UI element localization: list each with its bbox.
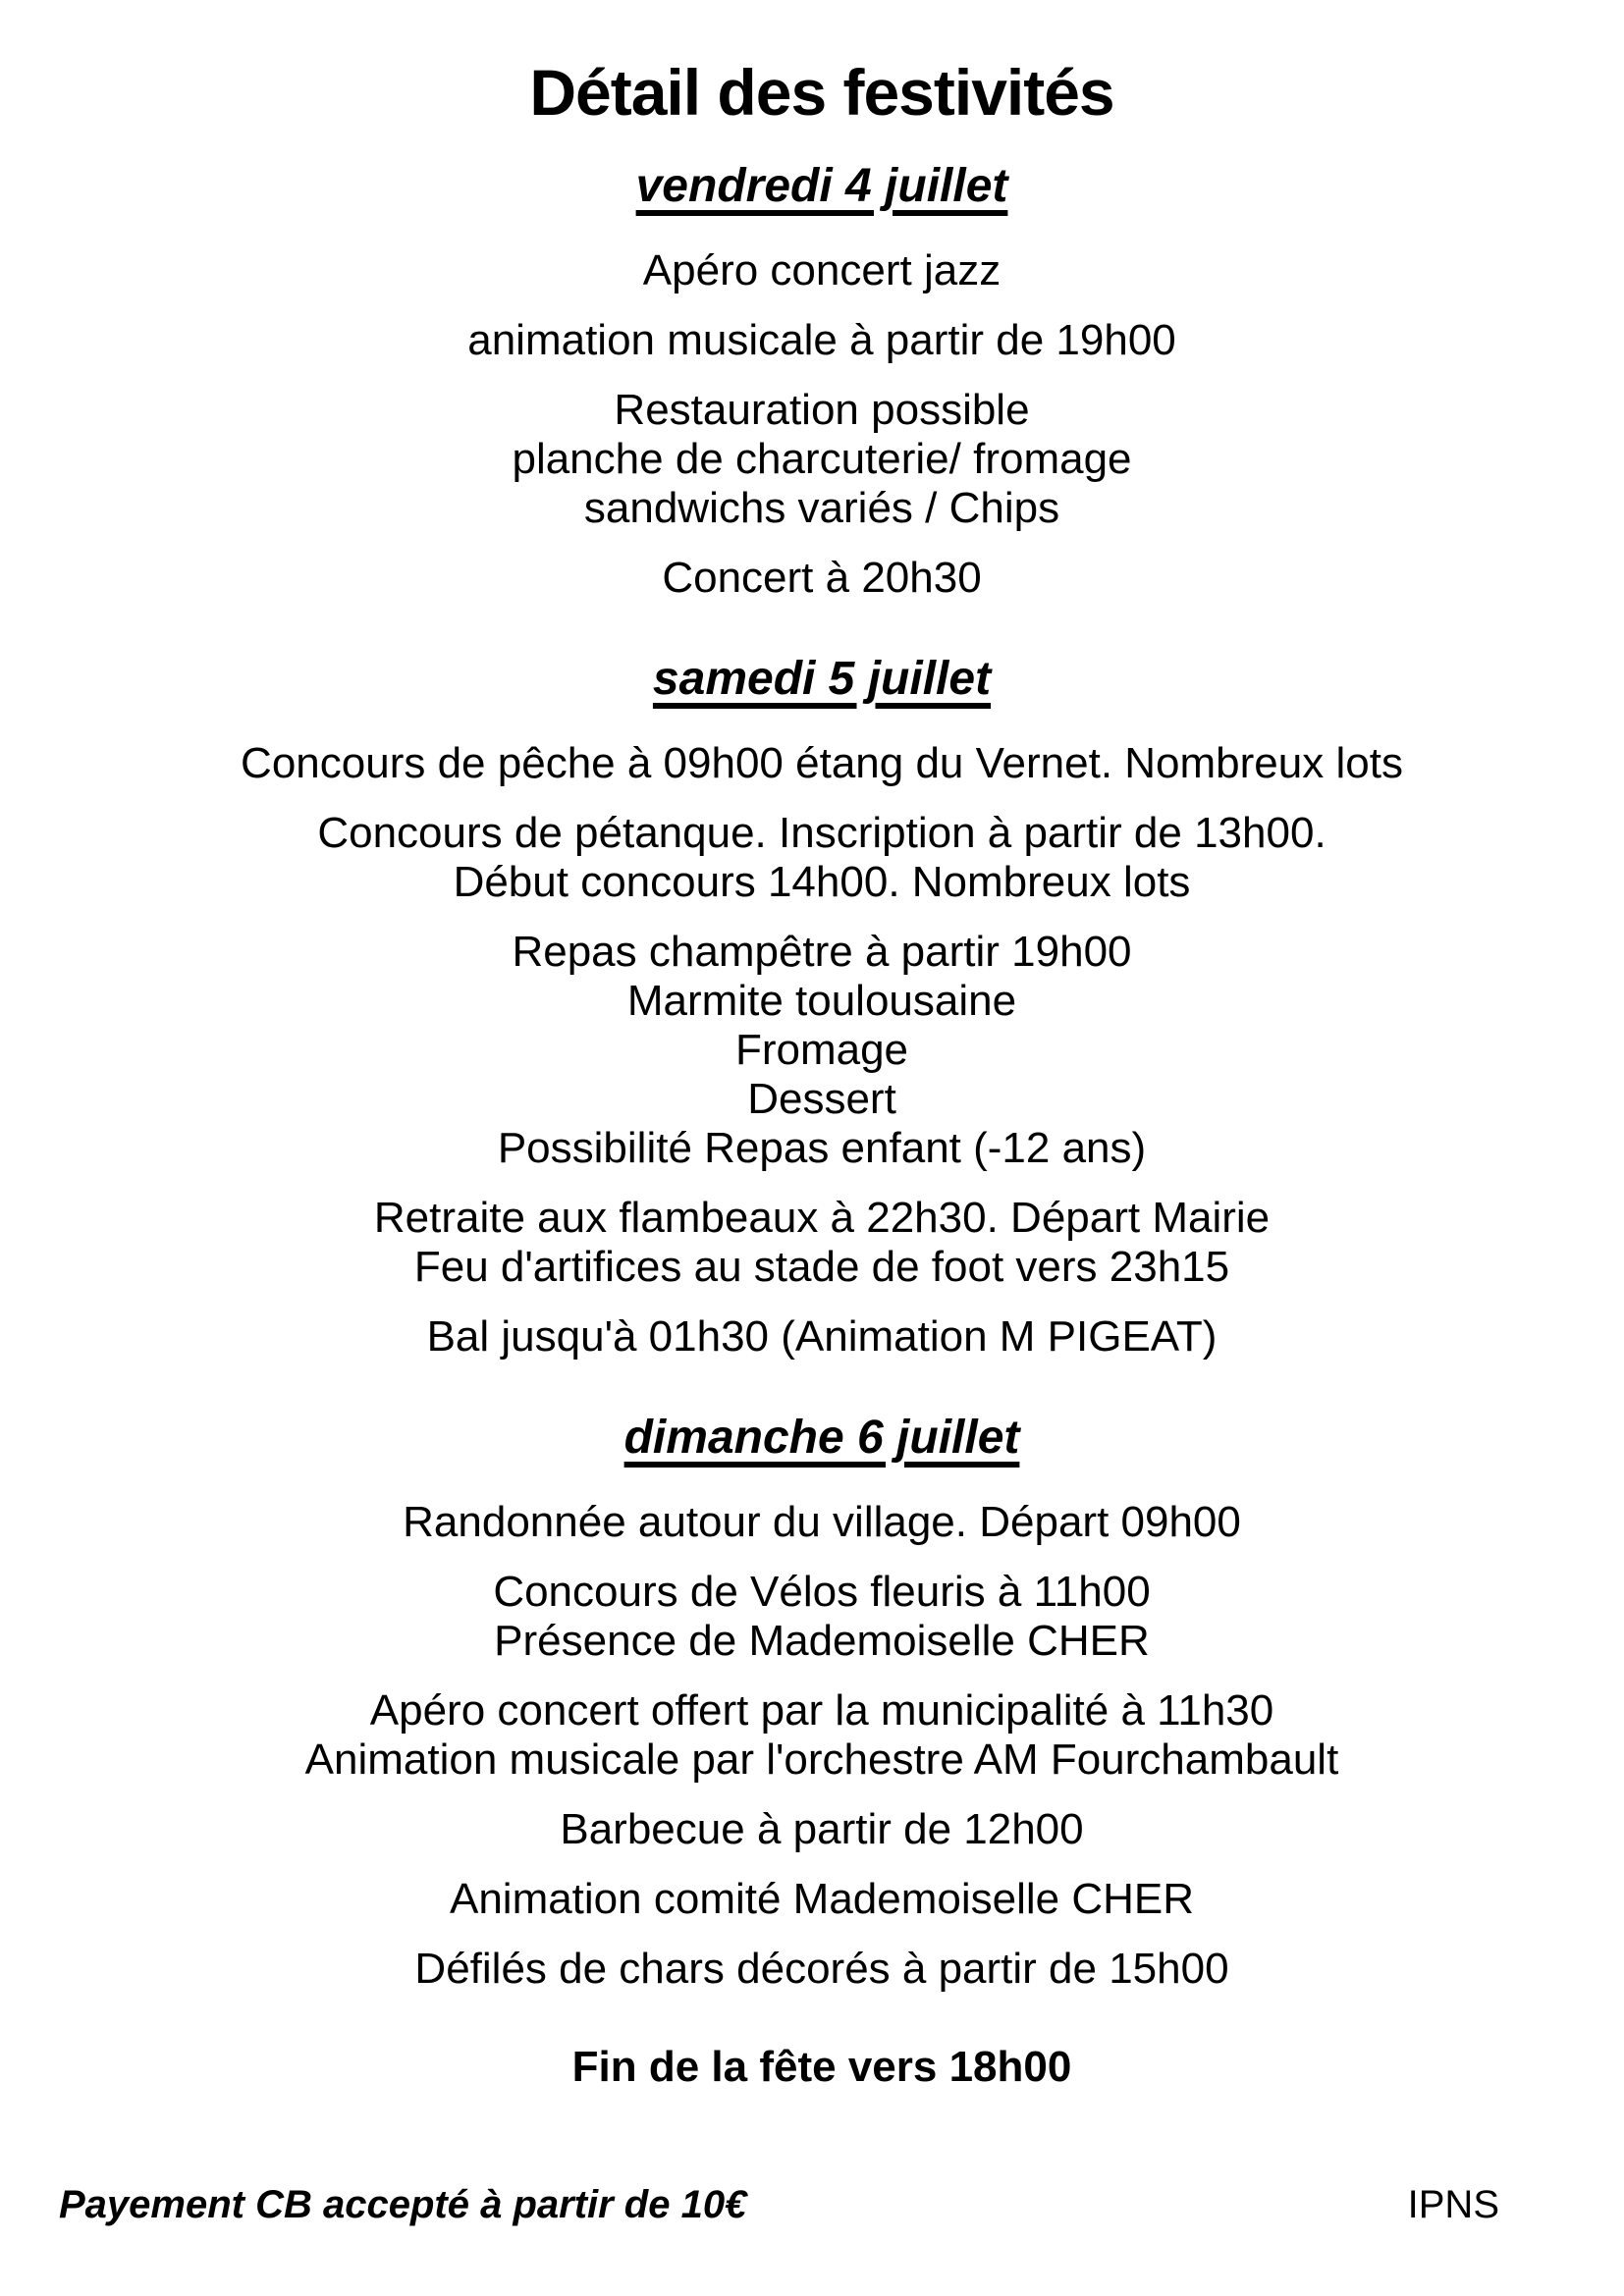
event-line: Apéro concert offert par la municipalité à 11h30 [369, 1686, 1274, 1735]
ipns-label: IPNS [1407, 2183, 1499, 2226]
event-line: Concours de pêche à 09h00 étang du Vernet. Nombreux lots [241, 739, 1403, 787]
event-paragraph [88, 739, 1555, 788]
event-line: Repas champêtre à partir 19h00 [512, 928, 1132, 976]
event-paragraph [88, 316, 1555, 365]
event-line: Animation musicale par l'orchestre AM Fourchambault [304, 1735, 1339, 1784]
event-line: Marmite toulousaine [626, 977, 1017, 1025]
day-section [88, 652, 1555, 1362]
day-heading: dimanche 6 juillet [623, 1412, 1020, 1464]
event-paragraph [88, 809, 1555, 907]
event-line: Retraite aux flambeaux à 22h30. Départ Mairie [373, 1194, 1271, 1242]
event-paragraph [88, 1568, 1555, 1666]
day-section [88, 1411, 1555, 1994]
event-line: Concours de pétanque. Inscription à partir de 13h00. [317, 809, 1326, 857]
event-line: Fromage [734, 1026, 909, 1074]
event-paragraph [88, 246, 1555, 295]
event-line: Concert à 20h30 [662, 554, 982, 602]
event-line: Restauration possible [614, 386, 1030, 434]
event-line: Animation comité Mademoiselle CHER [449, 1875, 1195, 1923]
event-line: Barbecue à partir de 12h00 [560, 1805, 1084, 1853]
day-heading: vendredi 4 juillet [635, 160, 1008, 212]
document-title: Détail des festivités [529, 56, 1114, 129]
event-line: Dessert [747, 1075, 896, 1123]
event-line: Début concours 14h00. Nombreux lots [453, 858, 1191, 906]
event-line: Possibilité Repas enfant (-12 ans) [497, 1124, 1147, 1172]
event-line: animation musicale à partir de 19h00 [467, 316, 1176, 364]
event-paragraph [88, 386, 1555, 533]
event-paragraph [88, 1686, 1555, 1785]
footer [59, 2182, 1499, 2227]
event-line: sandwichs variés / Chips [583, 484, 1060, 532]
event-line: Présence de Mademoiselle CHER [494, 1617, 1150, 1665]
sections [88, 159, 1555, 1994]
event-paragraph [88, 1312, 1555, 1362]
event-paragraph [88, 1875, 1555, 1924]
event-line: Défilés de chars décorés à partir de 15h00 [414, 1945, 1229, 1993]
event-paragraph [88, 1498, 1555, 1547]
day-section [88, 159, 1555, 603]
event-line: Bal jusqu'à 01h30 (Animation M PIGEAT) [426, 1312, 1218, 1361]
day-heading: samedi 5 juillet [652, 653, 992, 705]
closing-line: Fin de la fête vers 18h00 [571, 2043, 1072, 2091]
event-line: Concours de Vélos fleuris à 11h00 [493, 1568, 1151, 1616]
event-line: Apéro concert jazz [642, 246, 1001, 294]
event-paragraph [88, 1945, 1555, 1994]
event-line: Feu d'artifices au stade de foot vers 23h15 [413, 1243, 1230, 1291]
event-paragraph [88, 1805, 1555, 1854]
event-paragraph [88, 554, 1555, 603]
event-line: planche de charcuterie/ fromage [512, 435, 1132, 483]
event-paragraph [88, 928, 1555, 1173]
event-paragraph [88, 1194, 1555, 1292]
payment-note: Payement CB accepté à partir de 10€ [59, 2183, 747, 2226]
event-line: Randonnée autour du village. Départ 09h00 [403, 1498, 1241, 1546]
